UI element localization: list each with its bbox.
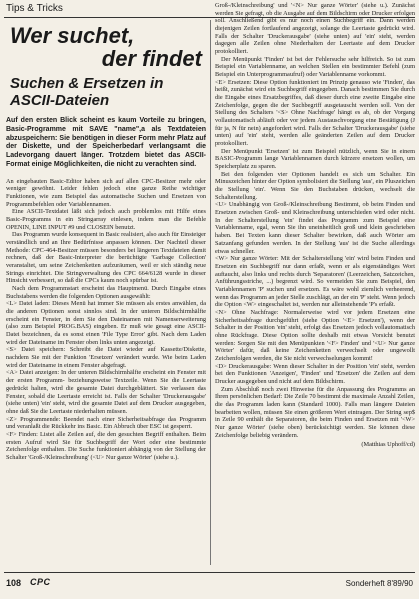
column-divider [210,20,211,565]
paragraph: <F> Finden: Listet alle Zeilen auf, die den gesuchten Begriff enthalten. Beim ersten Aufruf wird Sie für Suchbegriff der Wort oder eine bestimmte Zeichenfolge enthalten. Die Suche funktioniert abhängig von der Stellung der Schalter 'Groß-/Kleinschreibung' (<U> Nur ganze Wörter' (siehe u.). [6,430,206,461]
paragraph: Der Menüpunkt 'Ersetzen' ist zum Beispiel nützlich, wenn Sie in einem BASIC-Programm lange Variablennamen durch kürzere ersetzen wollen, um Speicherplatz zu sparen. [215,147,415,171]
paragraph: Groß-/Kleinschreibung' und '<N> Nur ganze Wörter' (siehe u.). Zunächst werden Sie gefragt, ob die Ausgabe auf dem Bildschirm oder Drucker erfolgen soll. Anschließend gibt es nur noch einen Suchbegriff ein. Dann werden diejenigen Zeilen fortlaufend angezeigt, solange die Leertaste gedrückt wird. Falls der Schalter 'Druckerausgabe' (siehe unten) auf 'ein' steht, werden dagegen alle Zeilen ohne Niederhalten der Leertaste auf dem Drucker protokolliert. [215,2,415,56]
paragraph: <S> Datei speichern: Schreibt die Datei wieder auf Kassette/Diskette, nachdem Sie mit der Funktion 'Ersetzen' verändert wurde. Wie beim Laden wird der Dateiname in einem Fenster abgefragt. [6,346,206,369]
left-column [6,24,206,564]
paragraph: <N> Ohne Nachfrage: Normalerweise wird vor jedem Ersetzen eine Sicherheitsabfrage durchgeführt (siehe Option '<E> Ersetzen'), wenn der Schalter in der Position 'ein' steht, erfolgt das Ersetzen jedoch vollautomatisch ohne Rückfrage. Diese Option sollte deshalb mit etwas Vorsicht benutzt werden: Sorgen Sie mit den Menüpunkten '<F> Finden' und '<U> Nur ganze Wörter' dafür, daß keine Zeichenketten verwechselt oder ungewollt Zeichenfolgen werden, die Sie nicht verwechselungen kommt! [215,308,415,362]
paragraph: Eine ASCII-Textdatei läßt sich jedoch auch problemlos mit Hilfe eines Basic-Programms in ein Stringarray einlesen, indem man die Befehle OPENIN, LINE INPUT #9 und CLOSEIN benutzt. [6,208,206,231]
lead-paragraph: Auf den ersten Blick scheint es kaum Vorteile zu bringen, Basic-Programme mit SAVE "name",a als Textdateien abzuspeichern: Sie benötigen in dieser Form mehr Platz auf der Diskette, und der Speicherbedarf verlangsamt die Ladevorgang dauert länger. Trotzdem bietet das ASCII-Format einige Möglichkeiten, die nicht zu verachten sind. [6,117,206,168]
section-tag: Tips & Tricks [6,3,63,14]
paragraph: <D> Druckerausgabe: Wenn dieser Schalter in der Position 'ein' steht, werden bei den Funktionen 'Anzeigen', 'Finden' und 'Ersetzen' die Zeilen auf dem Drucker ausgegeben und nicht auf dem Bildschirm. [215,362,415,385]
headline-line-1: Wer suchet, [10,24,135,48]
headline [6,24,206,70]
subtitle: Suchen & Ersetzen in ASCII-Dateien [10,75,164,109]
author-signature: (Matthias Uphoff/cd) [361,441,415,449]
page-number: 108 [6,578,22,588]
right-column [215,2,415,564]
paragraph: <E> Ersetzen: Diese Option funktioniert im Prinzip genauso wie 'Finden', das heißt, zunächst wird ein Suchbegriff eingegeben. Danach bestimmen Sie durch die Eingabe eines Ersatzbegriffes, daß dieser durch eine zweite Eingabe eine Zeichenfolge, gegen die der Suchbegriff ausgetauscht werden soll. Von der Stellung des Schalters '<S> Ohne Nachfrage' hängt es ab, ob der Vorgang vollautomatisch abläuft oder vor jedem Austauschvorgang eine Bestätigung (J für ja, N für nein) angefordert wird. Falls der Schalter 'Druckerausgabe' (siehe unten) auf 'ein' steht, werden alle geänderten Zeilen auf dem Drucker protokolliert. [215,78,415,148]
footer-rule [4,572,415,573]
issue-info: Sonderheft 8'89/90 [345,579,413,588]
left-body [6,178,206,462]
paragraph: <W> Nur ganze Wörter: Mit der Schalterstellung 'ein' wird beim Finden und Ersetzen ein Suchbegriff nur dann erfaßt, wenn er als eigenständiges Wort auftaucht, also links und rechts durch 'Separatoren' (Leerzeichen, Satzzeichen, Anführungsstriche, ...) begrenzt wird. So vermeiden Sie zum Beispiel, den Variablennamen 'P' suchen und ersetzen. Es wäre wohl ziemlich verheerend, wenn das Programm an jeder Stelle zuschlägt, an der ein 'P' steht. Wenn jedoch die Option <W> eingeschaltet ist, werden nur alleinstehende 'P's erfaßt. [215,255,415,309]
paragraph: Nach dem Programmstart erscheint das Hauptmenü. Durch Eingabe eines Buchstabens werden die folgenden Optionen ausgewählt: [6,285,206,300]
paragraph: <U> Unabhängig von Groß-/Kleinschreibung Bestimmt, ob beim Finden und Ersetzen zwischen Groß- und Kleinschreibung unterschieden wird oder nicht. In der Schalterstellung 'ein' findet das Programm zum Beispiel eine Variablenname, egal, wenn Sie ihn uneinheitlich groß und klein geschrieben haben. Bei Texten kann dieser Schalter bewirken, daß auch Wörter am Satzanfang gefunden werden. In der Stellung 'aus' ist die Suche allerdings etwas schneller. [215,201,415,255]
right-body [215,2,415,449]
paragraph: <A> Datei anzeigen: In der unteren Bildschirmhälfte erscheint ein Fenster mit der ersten Programm- beziehungsweise Textzeile. Wenn Sie die Leertaste gedrückt halten, wird die gesamte Datei durchgeblättert. Sie verlassen das Fenster, sobald die Leertaste erreicht ist. Falls der Schalter 'Druckerausgabe' (siehe unten) 'ein' steht, wird die gesamte Datei auf dem Drucker ausgegeben, ohne daß Sie die Leertaste niederhalten müssen. [6,369,206,415]
paragraph: Das Programm wurde konsequent in Basic realisiert, also auch für Einsteiger verständlich und an Ihre Bedürfnisse anpassen können. Der Nachteil dieser Methode: CPC-464-Besitzer müssen besonders bei längeren Textdateien damit rechnen, daß der Basic-Interpreter die berüchtigte 'Garbage Collection' veranstaltet, um seine Zeichenketten aufzuräumen, weil er sich ständig neue Strings einrichtet. Die Stringverwaltung des CPC 664/6128 wurde in dieser Hinsicht verbessert, so daß die CPCs kaum noch spürbar ist. [6,231,206,285]
paragraph: Zum Abschluß noch zwei Hinweise für die Anpassung des Programms an Ihren persönlichen Bedarf: Die Zeile 70 bestimmt die maximale Anzahl Zeilen, die das Programm laden kann (Standard 1000). Falls man längere Dateien bearbeiten wollen, müssen Sie einen größeren Wert eintragen. Der String sep$ in Zeile 90 enthält die Separatoren, die beim Finden und Ersetzen mit '<W> Nur ganze Wörter' (siehe oben) berücksichtigt werden. Sie können diese Zeichenfolge beliebig verändern. [215,385,415,439]
paragraph: <Z> Programmende: Beendet nach einer Sicherheitsabfrage das Programm und veranlaßt die Rückkehr ins Basic. Ein Abbruch über ESC ist gesperrt. [6,415,206,431]
paragraph: <L> Datei laden: Dieses Menü hat immer Sie müssen als erstes anwählen, da die anderen Optionen sonst sinnlos sind. In der unteren Bildschirmhälfte erscheint ein Fenster, in dem Sie den Dateinamen mit Namenserweiterung (also zum Beispiel PROG.BAS) eingeben. Er muß wie gesagt eine ASCII-Datei bezeichnen, da es sonst einen 'File Type Error' gibt. Nach dem Laden wird der Dateiname im Fenster oben links unten angezeigt. [6,300,206,346]
paragraph: Bei den folgenden vier Optionen handelt es sich um Schalter. Ein Minuszeichen hinter der Option symbolisiert die Stellung 'aus', ein Pluszeichen die Stellung 'ein'. Wenn Sie den Buchstaben drücken, wechselt die Schalterstellung. [215,170,415,201]
magazine-logo: CPC [30,577,51,587]
paragraph: An eingebauten Basic-Editor haben sich auf allen CPC-Besitzer mehr oder weniger gewöhnt. Leider fehlen jedoch eine ganze Reihe wichtiger Funktionen, wie zum Beispiel das automatische Suchen und Ersetzen von Programmbefehlen oder Variablennamen. [6,177,206,208]
paragraph: Der Menüpunkt 'Finden' ist bei der Fehlersuche sehr hilfreich. So ist zum Beispiel ein Variablenname, an welchen Stellen ein bestimmter Befehl (zum Beispiel ein Unterprogrammaufruf) oder Variablenname vorkommt. [215,55,415,79]
headline-line-2: der findet [101,46,202,72]
